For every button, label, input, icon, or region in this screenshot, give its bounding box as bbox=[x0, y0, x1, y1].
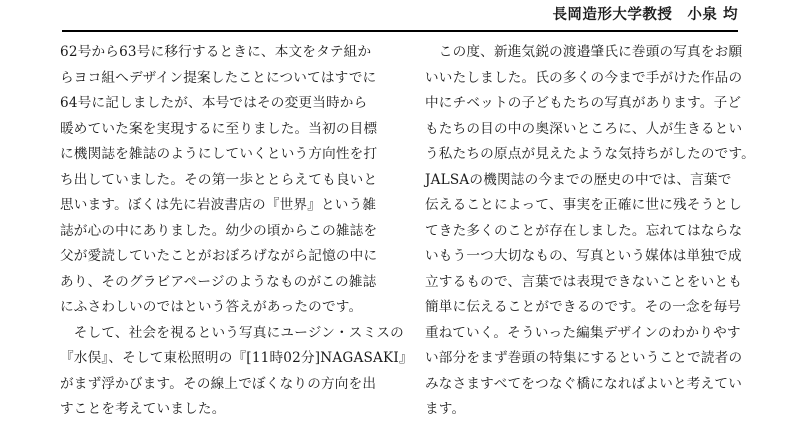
text-line: に機関誌を雑誌のようにしていくという方向性を打 bbox=[60, 146, 378, 162]
page-header bbox=[62, 0, 738, 32]
text-line: 『水俣』、そして東松照明の『[11時02分]NAGASAKI』 bbox=[60, 350, 413, 366]
text-line: いもう一つ大切なもの、写真という媒体は単独で成 bbox=[425, 248, 742, 264]
text-line: がまず浮かびます。その線上でぼくなりの方向を出 bbox=[60, 375, 377, 392]
text-line: みなさますべてをつなぐ橋になればよいと考えてい bbox=[425, 375, 742, 392]
text-line: もたちの目の中の奥深いところに、人が生きるとい bbox=[425, 120, 743, 137]
text-line: 誌が心の中にありました。幼少の頃からこの雑誌を bbox=[60, 222, 378, 239]
text-line: ち出していました。その第一歩ととらえても良いと bbox=[60, 171, 378, 188]
text-line: 伝えることによって、事実を正確に世に残そうとし bbox=[425, 197, 742, 213]
text-line: 64号に記しましたが、本号ではその変更当時から bbox=[60, 95, 368, 111]
text-line: てきた多くのことが存在しました。忘れてはならな bbox=[425, 222, 743, 239]
text-line: いいたしました。氏の多くの今まで手がけた作品の bbox=[425, 69, 743, 86]
text-line: 62号から63号に移行するときに、本文をタテ組か bbox=[60, 44, 372, 60]
text-line: い部分をまず巻頭の特集にするということで読者の bbox=[425, 350, 743, 366]
left-text-column bbox=[60, 40, 413, 423]
text-line: 思います。ぼくは先に岩波書店の『世界』という雑 bbox=[60, 197, 377, 213]
text-line: 簡単に伝えることができるのです。その一念を毎号 bbox=[425, 299, 742, 315]
text-line: らヨコ組へデザイン提案したことについてはすでに bbox=[60, 69, 377, 86]
text-line: そして、社会を視るという写真にユージン・スミスの bbox=[60, 324, 404, 341]
text-line: すことを考えていました。 bbox=[60, 401, 226, 417]
text-line: う私たちの原点が見えたような気持ちがしたのです。 bbox=[425, 146, 755, 162]
text-line: 立するもので、言葉では表現できないことをいとも bbox=[425, 273, 742, 290]
text-line: 重ねていく。そういった編集デザインのわかりやす bbox=[425, 324, 741, 341]
text-line: ます。 bbox=[425, 401, 466, 417]
text-line: にふさわしいのではという答えがあったのです。 bbox=[60, 299, 363, 315]
text-line: この度、新進気鋭の渡邉肇氏に巻頭の写真をお願 bbox=[425, 44, 743, 60]
right-text-column bbox=[425, 40, 755, 423]
text-line: 中にチベットの子どもたちの写真があります。子ど bbox=[425, 95, 742, 111]
author-byline: 長岡造形大学教授 小泉 均 bbox=[552, 7, 738, 23]
text-line: 暖めていた案を実現するに至りました。当初の目標 bbox=[60, 120, 378, 137]
text-line: JALSAの機関誌の今までの歴史の中では、言葉で bbox=[425, 171, 732, 188]
text-line: あり、そのグラビアページのようなものがこの雑誌 bbox=[60, 273, 377, 290]
text-line: 父が愛読していたことがおぼろげながら記憶の中に bbox=[60, 248, 378, 264]
